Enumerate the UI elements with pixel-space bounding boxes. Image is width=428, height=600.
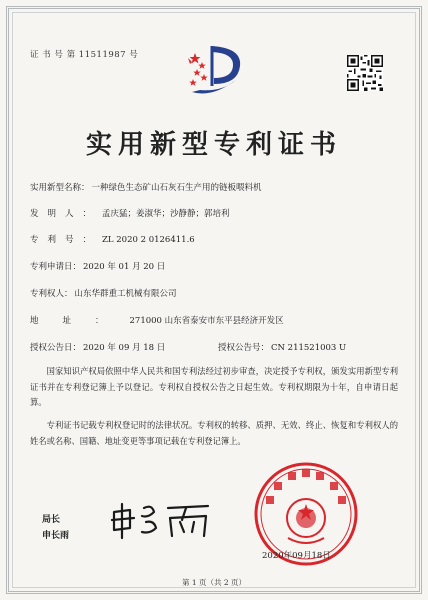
- field-grant-date: [30, 341, 165, 353]
- field-label: 专利申请日：: [30, 262, 82, 272]
- field-value: 2020 年 09 月 18 日: [83, 343, 166, 353]
- field-label: 实用新型名称：: [30, 183, 90, 193]
- director-signature-icon: [108, 500, 218, 540]
- field-patent-number: [30, 233, 195, 245]
- field-filing-date: [30, 260, 165, 272]
- field-label: 地址：: [30, 316, 128, 326]
- field-utility-model-name: [30, 181, 262, 193]
- grant-statement: 国家知识产权局依照中华人民共和国专利法经过初步审查，决定授予专利权，颁发实用新型专利证书并在专利登记簿上予以登记。专利权自授权公告之日起生效。专利权期限为十年，自申请日起算。: [30, 366, 398, 407]
- certificate-number: 证 书 号 第 11511987 号: [30, 50, 139, 60]
- seal-date: 2020年09月18日: [262, 551, 331, 561]
- director-title: 局长: [42, 515, 61, 525]
- field-grant-number: [218, 341, 346, 353]
- field-label: 专利号：: [30, 235, 101, 245]
- field-value: 一种绿色生态矿山石灰石生产用的链板喂料机: [91, 183, 262, 193]
- qr-code-icon: [347, 55, 383, 91]
- field-value: ZL 2020 2 0126411.6: [102, 235, 195, 245]
- page-title: 实用新型专利证书: [85, 130, 342, 160]
- cnipa-logo-icon: [178, 40, 250, 102]
- field-patentee: [30, 287, 177, 299]
- director-name: 申长雨: [42, 531, 70, 541]
- legal-status-note: 专利证书记载专利权登记时的法律状况。专利权的转移、质押、无效、终止、恢复和专利权人的姓名或名称、国籍、地址变更等事项记载在专利登记簿上。: [30, 420, 398, 446]
- field-label: 发明人：: [30, 209, 101, 219]
- field-value: 2020 年 01 月 20 日: [83, 262, 166, 272]
- field-label: 授权公告日：: [30, 343, 82, 353]
- field-label: 授权公告号：: [218, 343, 270, 353]
- field-value: 山东华群重工机械有限公司: [74, 289, 177, 299]
- field-address: [30, 314, 284, 326]
- field-label: 专利权人：: [30, 289, 73, 299]
- field-value: 孟庆猛；姜淑华；沙静静；郭培利: [102, 209, 230, 219]
- field-inventor: [30, 207, 230, 219]
- field-value: 271000 山东省泰安市东平县经济开发区: [129, 316, 284, 326]
- field-value: CN 211521003 U: [271, 343, 347, 353]
- page-number: 第 1 页（共 2 页）: [181, 578, 247, 587]
